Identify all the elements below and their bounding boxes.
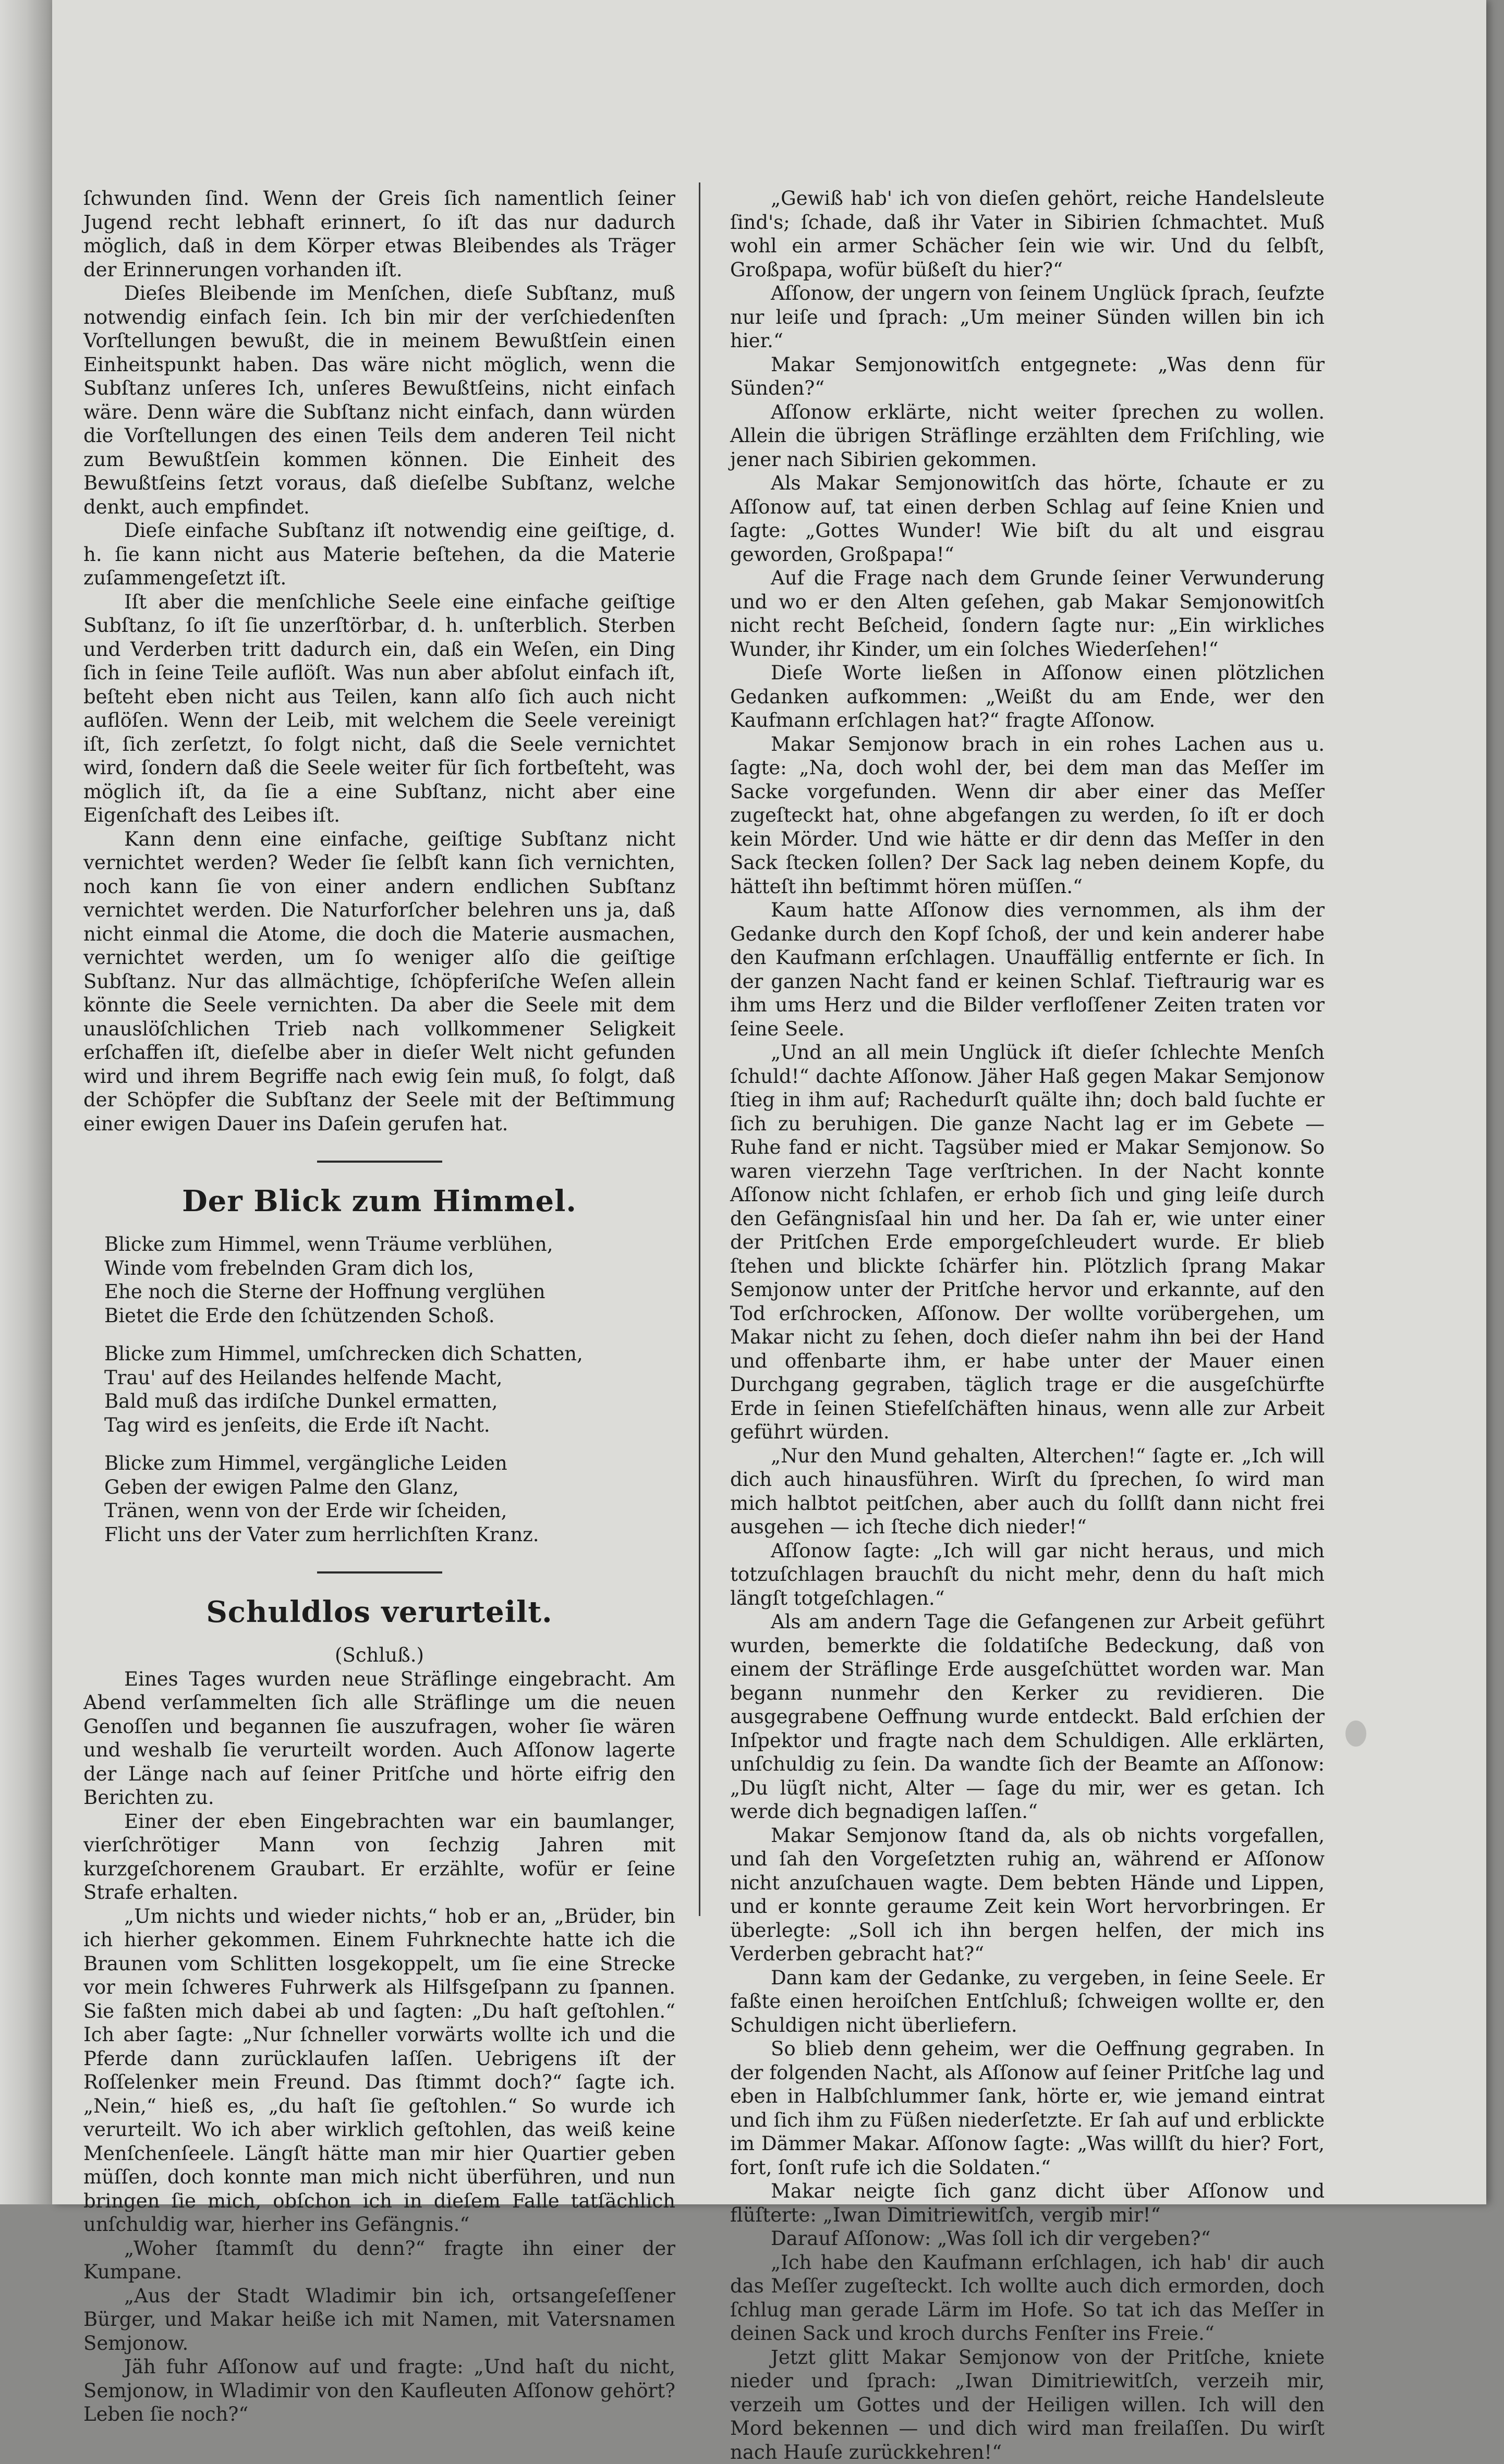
paragraph: Dieſe einfache Subſtanz iſt notwendig eine geiſtige, d. h. ſie kann nicht aus Materie beſtehen, da die Materie zuſammengeſetzt iſt. bbox=[83, 519, 675, 590]
poem-line: Blicke zum Himmel, wenn Träume verblühen, bbox=[104, 1233, 675, 1257]
paragraph: Aſſonow, der ungern von ſeinem Unglück ſprach, ſeufzte nur leiſe und ſprach: „Um meiner Sünden willen bin ich hier.“ bbox=[730, 282, 1325, 353]
poem-line: Ehe noch die Sterne der Hoffnung verglühen bbox=[104, 1280, 675, 1304]
paragraph: „Nur den Mund gehalten, Alterchen!“ ſagte er. „Ich will dich auch hinausführen. Wirſt du ſprechen, ſo wird man mich halbtot peitſchen, aber auch du ſollſt dann nicht frei ausgehen — ich ſteche dich nieder!“ bbox=[730, 1444, 1325, 1539]
poem-line: Flicht uns der Vater zum herrlichſten Kranz. bbox=[104, 1523, 675, 1547]
paragraph: „Gewiß hab' ich von dieſen gehört, reiche Handelsleute ſind's; ſchade, daß ihr Vater in Sibirien ſchmachtet. Muß wohl ein armer Schächer ſein wie wir. Und du ſelbſt, Großpapa, wofür büßeſt du hier?“ bbox=[730, 187, 1325, 282]
paragraph: Dieſe Worte ließen in Aſſonow einen plötzlichen Gedanken aufkommen: „Weißt du am Ende, wer den Kaufmann erſchlagen hat?“ fragte Aſſonow. bbox=[730, 661, 1325, 733]
paragraph: Makar Semjonow brach in ein rohes Lachen aus u. ſagte: „Na, doch wohl der, bei dem man das Meſſer im Sacke vorgefunden. Wenn dir aber einer das Meſſer zugeſteckt hat, ohne abgefangen zu werden, ſo iſt er doch kein Mörder. Und wie hätte er dir denn das Meſſer in den Sack ſtecken ſollen? Der Sack lag neben deinem Kopfe, du hätteſt ihn beſtimmt hören müſſen.“ bbox=[730, 733, 1325, 899]
book-spine-edge bbox=[0, 0, 52, 2204]
poem-line: Tag wird es jenſeits, die Erde iſt Nacht. bbox=[104, 1413, 675, 1437]
paragraph: So blieb denn geheim, wer die Oeffnung gegraben. In der folgenden Nacht, als Aſſonow auf ſeiner Pritſche lag und eben in Halbſchlummer ſank, hörte er, wie jemand eintrat und ſich ihm zu Füßen niederſetzte. Er ſah auf und erblickte im Dämmer Makar. Aſſonow ſagte: „Was willſt du hier? Fort, fort, ſonſt rufe ich die Soldaten.“ bbox=[730, 2037, 1325, 2179]
column-divider bbox=[699, 182, 700, 1916]
paragraph: Einer der eben Eingebrachten war ein baumlanger, vierſchrötiger Mann von ſechzig Jahren mit kurzgeſchorenem Graubart. Er erzählte, wofür er ſeine Strafe erhalten. bbox=[83, 1810, 675, 1905]
section-rule bbox=[317, 1571, 442, 1573]
paragraph: Makar Semjonowitſch entgegnete: „Was denn für Sünden?“ bbox=[730, 353, 1325, 400]
paragraph: Jäh fuhr Aſſonow auf und fragte: „Und haſt du nicht, Semjonow, in Wladimir von den Kaufleuten Aſſonow gehört? Leben ſie noch?“ bbox=[83, 2355, 675, 2426]
poem-line: Bietet die Erde den ſchützenden Schoß. bbox=[104, 1304, 675, 1328]
paragraph: Kann denn eine einfache, geiſtige Subſtanz nicht vernichtet werden? Weder ſie ſelbſt kann ſich vernichten, noch kann ſie von einer andern endlichen Subſtanz vernichtet werden. Die Naturforſcher belehren uns ja, daß nicht einmal die Atome, die doch die Materie ausmachen, vernichtet werden, um ſo weniger alſo die geiſtige Subſtanz. Nur das allmächtige, ſchöpferiſche Weſen allein könnte die Seele vernichten. Da aber die Seele mit dem unauslöſchlichen Trieb nach vollkommener Seligkeit erſchaffen iſt, dieſelbe aber in dieſer Welt nicht gefunden wird und ihrem Begriffe nach ewig ſein muß, ſo folgt, daß der Schöpfer die Subſtanz der Seele mit der Beſtimmung einer ewigen Dauer ins Daſein gerufen hat. bbox=[83, 827, 675, 1136]
poem-line: Tränen, wenn von der Erde wir ſcheiden, bbox=[104, 1499, 675, 1523]
poem-line: Bald muß das irdiſche Dunkel ermatten, bbox=[104, 1389, 675, 1413]
paragraph: Als Makar Semjonowitſch das hörte, ſchaute er zu Aſſonow auf, tat einen derben Schlag auf ſeine Knien und ſagte: „Gottes Wunder! Wie biſt du alt und eisgrau geworden, Großpapa!“ bbox=[730, 471, 1325, 566]
paragraph: Makar Semjonow ſtand da, als ob nichts vorgefallen, und ſah den Vorgeſetzten ruhig an, während er Aſſonow nicht anzuſchauen wagte. Dem bebten Hände und Lippen, und er konnte geraume Zeit kein Wort hervorbringen. Er überlegte: „Soll ich ihn bergen helfen, der mich ins Verderben gebracht hat?“ bbox=[730, 1824, 1325, 1966]
paragraph: Aſſonow erklärte, nicht weiter ſprechen zu wollen. Allein die übrigen Sträflinge erzählten dem Friſchling, wie jener nach Sibirien gekommen. bbox=[730, 400, 1325, 472]
poem-stanza bbox=[104, 1451, 675, 1546]
paragraph: „Ich habe den Kaufmann erſchlagen, ich hab' dir auch das Meſſer zugeſteckt. Ich wollte auch dich ermorden, doch ſchlug man gerade Lärm im Hofe. So tat ich das Meſſer in deinen Sack und kroch durchs Fenſter ins Freie.“ bbox=[730, 2251, 1325, 2346]
poem-stanza bbox=[104, 1342, 675, 1437]
paragraph: „Woher ſtammſt du denn?“ fragte ihn einer der Kumpane. bbox=[83, 2237, 675, 2284]
section-rule bbox=[317, 1161, 442, 1163]
poem-line: Blicke zum Himmel, umſchrecken dich Schatten, bbox=[104, 1342, 675, 1366]
poem-line: Winde vom frebelnden Gram dich los, bbox=[104, 1257, 675, 1280]
paper-stain bbox=[1345, 1721, 1366, 1747]
right-column bbox=[730, 187, 1325, 2464]
paragraph: „Aus der Stadt Wladimir bin ich, ortsangeſeſſener Bürger, und Makar heiße ich mit Namen, mit Vatersnamen Semjonow. bbox=[83, 2284, 675, 2356]
paragraph: Dieſes Bleibende im Menſchen, dieſe Subſtanz, muß notwendig einfach ſein. Ich bin mir der verſchiedenſten Vorſtellungen bewußt, die in meinem Bewußtſein einen Einheitspunkt haben. Das wäre nicht möglich, wenn die Subſtanz unſeres Ich, unſeres Bewußtſeins, nicht einfach wäre. Denn wäre die Subſtanz nicht einfach, dann würden die Vorſtellungen des einen Teils dem anderen Teil nicht zum Bewußtſein kommen können. Die Einheit des Bewußtſeins ſetzt voraus, daß dieſelbe Subſtanz, welche denkt, auch empfindet. bbox=[83, 282, 675, 519]
story-subtitle: (Schluß.) bbox=[83, 1643, 675, 1667]
paragraph: „Um nichts und wieder nichts,“ hob er an, „Brüder, bin ich hierher gekommen. Einem Fuhrknechte hatte ich die Braunen vom Schlitten losgekoppelt, um ſie eine Strecke vor mein ſchweres Fuhrwerk als Hilfsgeſpann zu ſpannen. Sie faßten mich dabei ab und ſagten: „Du haſt geſtohlen.“ Ich aber ſagte: „Nur ſchneller vorwärts wollte ich und die Pferde dann zurücklaufen laſſen. Uebrigens iſt der Roſſelenker mein Freund. Das ſtimmt doch?“ ſagte ich. „Nein,“ hieß es, „du haſt ſie geſtohlen.“ So wurde ich verurteilt. Wo ich aber wirklich geſtohlen, das weiß keine Menſchenſeele. Längſt hätte man mir hier Quartier geben müſſen, doch konnte man mich nicht überführen, und nun bringen ſie mich, obſchon ich in dieſem Falle tatſächlich unſchuldig war, hierher ins Gefängnis.“ bbox=[83, 1905, 675, 2237]
paragraph: Makar neigte ſich ganz dicht über Aſſonow und flüſterte: „Iwan Dimitriewitſch, vergib mir!“ bbox=[730, 2179, 1325, 2227]
paragraph: Eines Tages wurden neue Sträflinge eingebracht. Am Abend verſammelten ſich alle Sträflinge um die neuen Genoſſen und begannen ſie auszufragen, woher ſie wären und weshalb ſie verurteilt worden. Auch Aſſonow lagerte der Länge nach auf ſeiner Pritſche und hörte eifrig den Berichten zu. bbox=[83, 1667, 675, 1810]
poem-line: Geben der ewigen Palme den Glanz, bbox=[104, 1475, 675, 1499]
paragraph: ſchwunden ſind. Wenn der Greis ſich namentlich ſeiner Jugend recht lebhaft erinnert, ſo iſt das nur dadurch möglich, daß in dem Körper etwas Bleibendes als Träger der Erinnerungen vorhanden iſt. bbox=[83, 187, 675, 282]
poem-title: Der Blick zum Himmel. bbox=[83, 1184, 675, 1219]
paragraph: Kaum hatte Aſſonow dies vernommen, als ihm der Gedanke durch den Kopf ſchoß, der und kein anderer habe den Kaufmann erſchlagen. Unauffällig entfernte er ſich. In der ganzen Nacht fand er keinen Schlaf. Tieftraurig war es ihm ums Herz und die Bilder verfloſſener Zeiten traten vor ſeine Seele. bbox=[730, 898, 1325, 1041]
poem-line: Trau' auf des Heilandes helfende Macht, bbox=[104, 1366, 675, 1390]
left-column bbox=[83, 187, 675, 2426]
paragraph: Jetzt glitt Makar Semjonow von der Pritſche, kniete nieder und ſprach: „Iwan Dimitriewitſch, verzeih mir, verzeih um Gottes und der Heiligen willen. Ich will den Mord bekennen — und dich wird man freilaſſen. Du wirſt nach Hauſe zurückkehren!“ bbox=[730, 2346, 1325, 2464]
story-title: Schuldlos verurteilt. bbox=[83, 1594, 675, 1630]
paragraph: Als am andern Tage die Gefangenen zur Arbeit geführt wurden, bemerkte die ſoldatiſche Bedeckung, daß von einem der Sträflinge Erde ausgeſchüttet worden war. Man begann nunmehr den Kerker zu revidieren. Die ausgegrabene Oeffnung wurde entdeckt. Bald erſchien der Inſpektor und fragte nach dem Schuldigen. Alle erklärten, unſchuldig zu ſein. Da wandte ſich der Beamte an Aſſonow: „Du lügſt nicht, Alter — ſage du mir, wer es getan. Ich werde dich begnadigen laſſen.“ bbox=[730, 1610, 1325, 1824]
paragraph: Darauf Aſſonow: „Was ſoll ich dir vergeben?“ bbox=[730, 2227, 1325, 2251]
paragraph: Auf die Frage nach dem Grunde ſeiner Verwunderung und wo er den Alten geſehen, gab Makar Semjonowitſch nicht recht Beſcheid, ſondern ſagte nur: „Ein wirkliches Wunder, ihr Kinder, um ein ſolches Wiederſehen!“ bbox=[730, 566, 1325, 661]
newspaper-page bbox=[52, 0, 1486, 2204]
paragraph: „Und an all mein Unglück iſt dieſer ſchlechte Menſch ſchuld!“ dachte Aſſonow. Jäher Haß gegen Makar Semjonow ſtieg in ihm auf; Rachedurſt quälte ihn; doch bald ſuchte er ſich zu beruhigen. Die ganze Nacht lag er im Gebete — Ruhe fand er nicht. Tagsüber mied er Makar Semjonow. So waren vierzehn Tage verſtrichen. In der Nacht konnte Aſſonow nicht ſchlafen, er erhob ſich und ging leiſe durch den Gefängnisſaal hin und her. Da ſah er, wie unter einer der Pritſchen Erde emporgeſchleudert wurde. Er blieb ſtehen und blickte ſchärfer hin. Plötzlich ſprang Makar Semjonow unter der Pritſche hervor und erkannte, auf den Tod erſchrocken, Aſſonow. Der wollte vorübergehen, um Makar nicht zu ſehen, doch dieſer nahm ihn bei der Hand und offenbarte ihm, er habe unter der Mauer einen Durchgang gegraben, täglich trage er die ausgeſchürfte Erde in ſeinen Stiefelſchäften hinaus, wenn alle zur Arbeit geführt würden. bbox=[730, 1041, 1325, 1444]
paragraph: Dann kam der Gedanke, zu vergeben, in ſeine Seele. Er faßte einen heroiſchen Entſchluß; ſchweigen wollte er, den Schuldigen nicht überliefern. bbox=[730, 1966, 1325, 2038]
poem-line: Blicke zum Himmel, vergängliche Leiden bbox=[104, 1451, 675, 1475]
paragraph: Iſt aber die menſchliche Seele eine einfache geiſtige Subſtanz, ſo iſt ſie unzerſtörbar, d. h. unſterblich. Sterben und Verderben tritt dadurch ein, daß ein Weſen, ein Ding ſich in ſeine Teile auflöſt. Was nun aber abſolut einfach iſt, beſteht eben nicht aus Teilen, kann alſo ſich auch nicht auflöſen. Wenn der Leib, mit welchem die Seele vereinigt iſt, ſich zerſetzt, ſo folgt nicht, daß die Seele vernichtet wird, ſondern daß die Seele weiter für ſich fortbeſteht, was möglich iſt, da ſie a eine Subſtanz, nicht aber eine Eigenſchaft des Leibes iſt. bbox=[83, 590, 675, 827]
paragraph: Aſſonow ſagte: „Ich will gar nicht heraus, und mich totzuſchlagen brauchſt du nicht mehr, denn du haſt mich längſt totgeſchlagen.“ bbox=[730, 1539, 1325, 1611]
poem-stanza bbox=[104, 1233, 675, 1327]
